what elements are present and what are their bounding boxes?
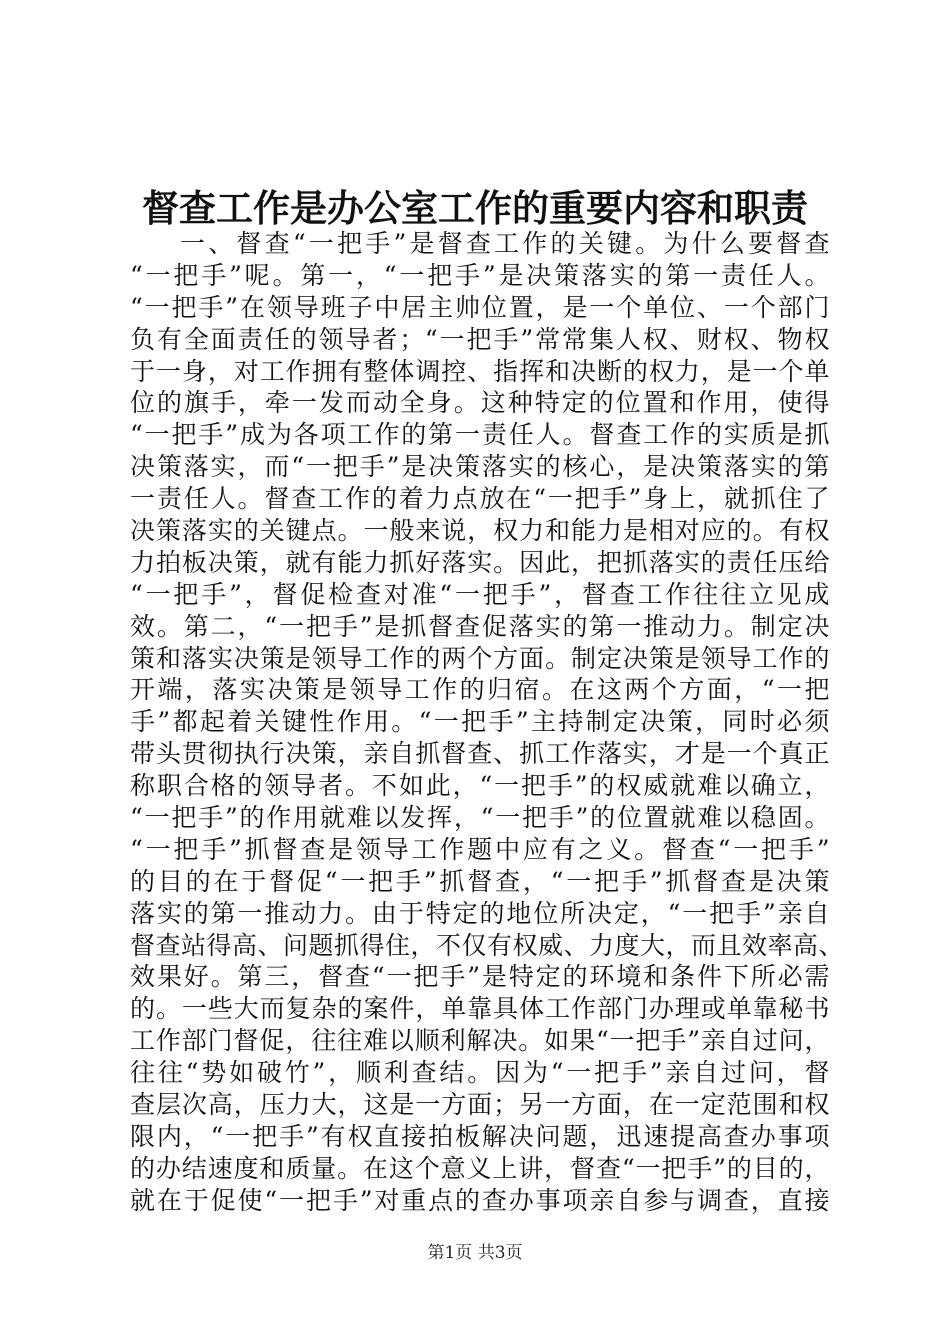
body-line: “一把手”抓督查是领导工作题中应有之义。督查“一把手” [130,834,830,864]
body-line: 称职合格的领导者。不如此，“一把手”的权威就难以确立， [130,771,830,801]
body-line: 带头贯彻执行决策，亲自抓督查、抓工作落实，才是一个真正 [130,739,830,769]
body-line: “一把手”的作用就难以发挥，“一把手”的位置就难以稳固。 [130,803,830,833]
body-line: 的目的在于督促“一把手”抓督查，“一把手”抓督查是决策 [130,866,830,896]
body-line: 手”都起着关键性作用。“一把手”主持制定决策，同时必须 [130,707,830,737]
body-line: “一把手”在领导班子中居主帅位置，是一个单位、一个部门 [130,292,830,322]
body-line: 一责任人。督查工作的着力点放在“一把手”身上，就抓住了 [130,484,830,514]
body-line: 查层次高，压力大，这是一方面；另一方面，在一定范围和权 [130,1090,830,1120]
body-line: 力拍板决策，就有能力抓好落实。因此，把抓落实的责任压给 [130,547,830,577]
body-line: “一把手”成为各项工作的第一责任人。督查工作的实质是抓 [130,420,830,450]
body-line: 决策落实，而“一把手”是决策落实的核心，是决策落实的第 [130,452,830,482]
document-title: 督查工作是办公室工作的重要内容和职责 [142,186,808,230]
body-line: 工作部门督促，往往难以顺利解决。如果“一把手”亲自过问， [130,1026,830,1056]
page-number-footer: 第1页 共3页 [427,1243,523,1263]
body-line: 策和落实决策是领导工作的两个方面。制定决策是领导工作的 [130,643,830,673]
body-line: 决策落实的关键点。一般来说，权力和能力是相对应的。有权 [130,516,830,546]
body-line: 于一身，对工作拥有整体调控、指挥和决断的权力，是一个单 [130,356,830,386]
body-line: 的。一些大而复杂的案件，单靠具体工作部门办理或单靠秘书 [130,994,830,1024]
body-line: 就在于促使“一把手”对重点的查办事项亲自参与调查，直接 [130,1185,830,1215]
body-line: 效果好。第三，督查“一把手”是特定的环境和条件下所必需 [130,962,830,992]
document-body [130,228,845,1217]
body-line: 效。第二，“一把手”是抓督查促落实的第一推动力。制定决 [130,611,830,641]
body-line: 负有全面责任的领导者；“一把手”常常集人权、财权、物权 [130,324,830,354]
body-line: “一把手”呢。第一，“一把手”是决策落实的第一责任人。 [130,260,830,290]
body-line: 一、督查“一把手”是督查工作的关键。为什么要督查 [180,229,830,258]
body-line: 开端，落实决策是领导工作的归宿。在这两个方面，“一把 [130,675,830,705]
body-line: 督查站得高、问题抓得住，不仅有权威、力度大，而且效率高、 [130,930,845,960]
body-line: 限内，“一把手”有权直接拍板解决问题，迅速提高查办事项 [130,1121,830,1151]
body-line: “一把手”，督促检查对准“一把手”，督查工作往往立见成 [130,579,830,609]
body-line: 往往“势如破竹”，顺利查结。因为“一把手”亲自过问，督 [130,1058,830,1088]
body-line: 位的旗手，牵一发而动全身。这种特定的位置和作用，使得 [130,388,830,418]
body-line: 落实的第一推动力。由于特定的地位所决定，“一把手”亲自 [130,898,830,928]
body-line: 的办结速度和质量。在这个意义上讲，督查“一把手”的目的， [130,1153,830,1183]
